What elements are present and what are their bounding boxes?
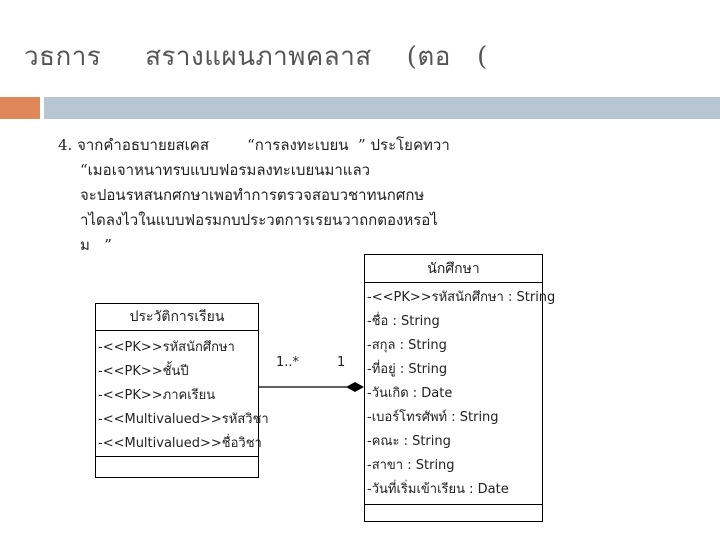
class-box-history [95,303,269,478]
class-attribute: -วันเกิด : Date [367,386,453,401]
class-attribute: -คณะ : String [367,434,451,449]
class-attribute: -เบอร์โทรศัพท์ : String [367,410,499,425]
class-attribute: -ชื่อ : String [367,314,440,329]
class-attribute: -<<PK>>ชั้นปี [98,364,189,379]
multiplicity-student: 1 [337,355,346,370]
class-attribute: -<<Multivalued>>ชื่อวิชา [98,436,262,451]
class-box-student [364,254,556,522]
class-name: นักศึกษา [365,255,542,283]
paragraph-line: จะปอนรหสนกศกษาเพอทำการตรวจสอบวชาทนกศกษ [80,186,425,204]
paragraph-line: ม ” [80,236,112,254]
class-attribute: -สกุล : String [367,338,447,353]
class-attribute: -<<Multivalued>>รหัสวิชา [98,412,269,427]
multiplicity-history: 1..* [276,355,300,370]
paragraph-line: 4. จากคำอธบายยสเคส “การลงทะเบยน ” ประโยคทวา [58,136,450,154]
paragraph-line: “เมอเจาหนาทรบแบบฟอรมลงทะเบยนมาแลว [80,161,371,179]
class-name: ประวัติการเรียน [96,304,258,331]
class-attribute: -<<PK>>รหัสนักศึกษา [98,340,235,355]
composition-diamond [346,382,364,392]
class-attribute: -วันที่เริ่มเข้าเรียน : Date [367,482,509,497]
class-attribute: -สาขา : String [367,458,455,473]
class-attribute: -<<PK>>รหัสนักศึกษา : String [367,290,556,305]
class-attribute: -ที่อยู่ : String [367,362,448,377]
class-attribute: -<<PK>>ภาคเรียน [98,388,216,403]
slide-title: วธการ สรางแผนภาพคลาส (ตอ ( [24,42,488,72]
class-attributes [365,283,556,505]
class-attributes [96,331,269,457]
paragraph-line: าไดลงไวในแบบฟอรมกบประวตการเรยนวาถกตองหรอไ [80,211,438,229]
